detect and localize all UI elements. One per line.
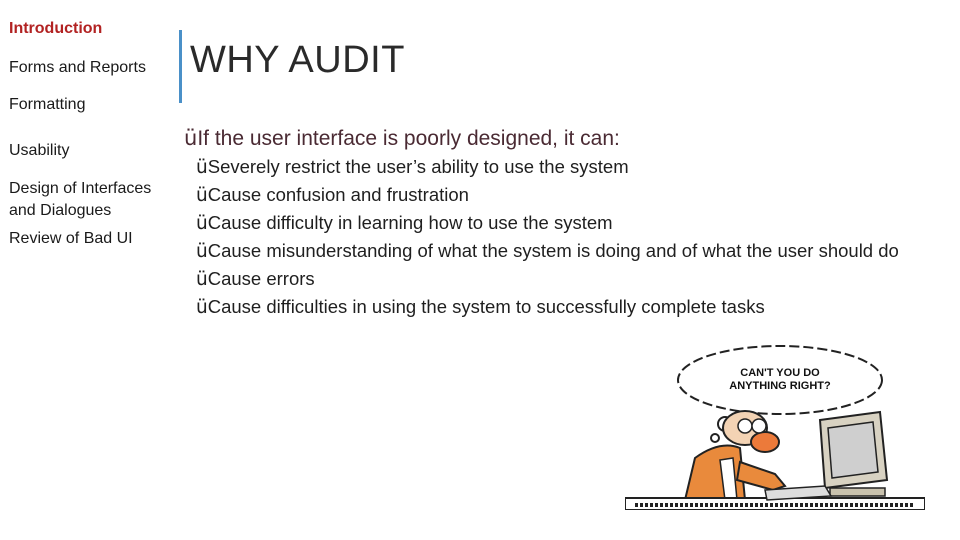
checkmark-icon: ü (196, 269, 208, 290)
sub-bullet-text: Cause confusion and frustration (207, 184, 469, 205)
nav-item-review-of-bad-ui[interactable]: Review of Bad UI (9, 230, 133, 247)
sub-bullet-list (196, 153, 936, 321)
checkmark-icon: ü (196, 185, 208, 206)
main-bullet (184, 124, 620, 153)
sub-bullet (196, 265, 936, 293)
checkmark-icon: ü (196, 297, 208, 318)
sub-bullet-text: Cause misunderstanding of what the system is doing and of what the user should do (207, 240, 899, 261)
sub-bullet (196, 239, 936, 263)
frustrated-user-cartoon (625, 340, 925, 510)
nav-item-introduction[interactable]: Introduction (9, 20, 103, 37)
sub-bullet (196, 181, 936, 209)
checkmark-icon: ü (196, 213, 208, 234)
main-bullet-text: If the user interface is poorly designed, it can: (197, 127, 620, 150)
sub-bullet (196, 153, 936, 181)
computer-monitor (820, 412, 887, 496)
sub-bullet (196, 209, 936, 237)
sub-bullet (196, 293, 936, 321)
checkmark-icon: ü (184, 126, 198, 150)
nav-item-forms-and-reports[interactable]: Forms and Reports (9, 59, 146, 76)
person-figure (685, 411, 785, 500)
nav-item-design-of-interfaces[interactable]: Design of Interfaces and Dialogues (9, 180, 152, 219)
bubble-text-line1: CAN'T YOU DO (740, 367, 820, 379)
checkmark-icon: ü (196, 241, 208, 262)
sub-bullet-text: Cause difficulty in learning how to use the system (207, 212, 613, 233)
slide-title: WHY AUDIT (190, 39, 405, 81)
sub-bullet-text: Cause difficulties in using the system to successfully complete tasks (207, 296, 765, 317)
checkmark-icon: ü (196, 157, 208, 178)
bubble-text-line2: ANYTHING RIGHT? (729, 380, 831, 392)
title-divider (179, 30, 182, 103)
nav-item-usability[interactable]: Usability (9, 142, 70, 159)
nav-item-formatting[interactable]: Formatting (9, 96, 86, 113)
sub-bullet-text: Severely restrict the user’s ability to use the system (207, 156, 629, 177)
sub-bullet-text: Cause errors (207, 268, 315, 289)
